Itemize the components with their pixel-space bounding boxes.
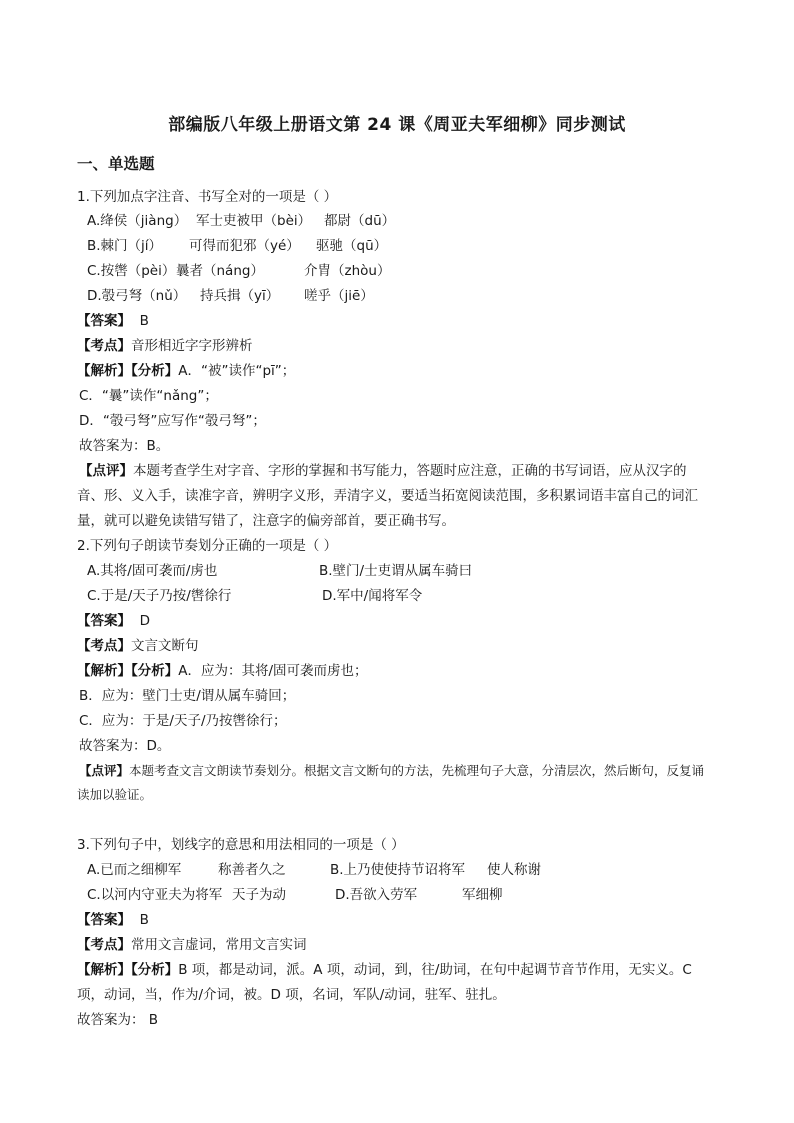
question-2-answer bbox=[77, 611, 150, 631]
comment-tag: 【点评】 bbox=[79, 463, 133, 479]
option-part: 都尉（dū） bbox=[324, 213, 396, 229]
option-c: C.于是/天子乃按/辔徐行 bbox=[87, 588, 232, 604]
comment-line: 读加以验证。 bbox=[77, 787, 153, 802]
answer-value: B bbox=[139, 912, 149, 928]
option-part: 介胄（zhòu） bbox=[304, 263, 391, 279]
analysis-line: A．应为：其将/固可袭而虏也； bbox=[178, 663, 368, 679]
question-3-point bbox=[77, 935, 307, 955]
analysis-line: D．“彀弓弩”应写作“彀弓弩”； bbox=[79, 413, 266, 429]
analysis-line: 项，动词，当，作为/介词，被。D 项，名词，军队/动词，驻军、驻扎。 bbox=[77, 987, 506, 1003]
option-b: B.壁门/士吏谓从属车骑曰 bbox=[319, 563, 473, 579]
answer-tag: 【答案】 bbox=[77, 613, 131, 629]
point-value: 文言文断句 bbox=[131, 638, 199, 654]
analysis-line: C．“曩”读作“nǎng”； bbox=[79, 388, 218, 404]
question-2-comment bbox=[79, 761, 704, 781]
option-b-part: 使人称谢 bbox=[487, 862, 541, 878]
option-c-part: C.以河内守亚夫为将军 bbox=[87, 887, 223, 903]
option-part: 军士吏被甲（bèi） bbox=[196, 213, 312, 229]
analysis-line: C．应为：于是/天子/乃按辔徐行； bbox=[79, 713, 287, 729]
answer-tag: 【答案】 bbox=[77, 313, 131, 329]
point-tag: 【考点】 bbox=[77, 638, 131, 654]
option-d-part: D.吾欲入劳军 bbox=[335, 887, 418, 903]
question-1-option-c bbox=[87, 261, 390, 281]
question-2-options-row-1 bbox=[87, 561, 472, 581]
option-d-part: 军细柳 bbox=[462, 887, 503, 903]
analysis-line: 故答案为：D。 bbox=[79, 738, 171, 754]
question-1-point bbox=[77, 336, 253, 356]
option-a-part: A.已而之细柳军 bbox=[87, 862, 182, 878]
question-1-stem: 1.下列加点字注音、书写全对的一项是（ ） bbox=[77, 189, 338, 205]
option-part: A.绛侯（jiàng） bbox=[87, 213, 188, 229]
question-1-analysis bbox=[77, 361, 295, 381]
point-value: 音形相近字字形辨析 bbox=[131, 338, 253, 354]
question-3-answer bbox=[77, 910, 149, 930]
question-2-stem: 2.下列句子朗读节奏划分正确的一项是（ ） bbox=[77, 538, 338, 554]
comment-line: 音、形、义入手，读准字音，辨明字义形，弄清字义，要适当拓宽阅读范围，多积累词语丰富自己的词汇 bbox=[77, 488, 698, 504]
question-1-option-b bbox=[87, 236, 387, 256]
comment-line: 本题考查文言文朗读节奏划分。根据文言文断句的方法，先梳理句子大意，分清层次，然后断句，反复诵 bbox=[129, 763, 705, 778]
question-1-option-a bbox=[87, 211, 395, 231]
answer-tag: 【答案】 bbox=[77, 912, 131, 928]
question-3-stem: 3.下列句子中，划线字的意思和用法相同的一项是（ ） bbox=[77, 837, 405, 853]
analysis-line: B．应为：壁门士吏/谓从属车骑回； bbox=[79, 688, 296, 704]
option-b-part: B.上乃使使持节诏将军 bbox=[330, 862, 466, 878]
analysis-tag: 【解析】【分析】 bbox=[77, 363, 179, 379]
question-2-point bbox=[77, 636, 199, 656]
option-part: 可得而犯邪（yé） bbox=[189, 238, 300, 254]
option-part: 曩者（náng） bbox=[176, 263, 264, 279]
option-part: C.按辔（pèi） bbox=[87, 263, 176, 279]
question-1-comment bbox=[79, 461, 687, 481]
question-1-option-d bbox=[87, 286, 374, 306]
option-a: A.其将/固可袭而/虏也 bbox=[87, 563, 218, 579]
option-part: 驱驰（qū） bbox=[316, 238, 388, 254]
option-d: D.军中/闻将军令 bbox=[322, 588, 423, 604]
question-3-options-row-1 bbox=[87, 860, 541, 880]
analysis-tag: 【解析】【分析】 bbox=[77, 962, 179, 978]
point-value: 常用文言虚词，常用文言实词 bbox=[131, 937, 307, 953]
option-part: 持兵揖（yī） bbox=[200, 288, 280, 304]
option-c-part: 天子为动 bbox=[232, 887, 286, 903]
comment-tag: 【点评】 bbox=[79, 763, 130, 778]
comment-line: 本题考查学生对字音、字形的掌握和书写能力，答题时应注意，正确的书写词语，应从汉字的 bbox=[133, 463, 687, 479]
answer-value: D bbox=[139, 613, 150, 629]
analysis-tag: 【解析】【分析】 bbox=[77, 663, 179, 679]
option-part: D.彀弓弩（nǔ） bbox=[87, 288, 187, 304]
question-3-options-row-2 bbox=[87, 885, 503, 905]
question-2-options-row-2 bbox=[87, 586, 422, 606]
question-3-analysis bbox=[77, 960, 692, 980]
point-tag: 【考点】 bbox=[77, 338, 131, 354]
comment-line: 量，就可以避免读错写错了，注意字的偏旁部首，要正确书写。 bbox=[77, 513, 455, 529]
question-2-analysis bbox=[77, 661, 368, 681]
page-title: 部编版八年级上册语文第 24 课《周亚夫军细柳》同步测试 bbox=[168, 115, 626, 135]
option-part: B.棘门（jí） bbox=[87, 238, 163, 254]
answer-value: B bbox=[139, 313, 149, 329]
analysis-line: A．“被”读作“pī”； bbox=[178, 363, 296, 379]
analysis-line: 故答案为：B。 bbox=[79, 438, 170, 454]
question-1-answer bbox=[77, 311, 149, 331]
option-part: 嗟乎（jiē） bbox=[304, 288, 374, 304]
section-heading: 一、单选题 bbox=[77, 155, 155, 173]
point-tag: 【考点】 bbox=[77, 937, 131, 953]
analysis-line: 故答案为： B bbox=[77, 1012, 159, 1028]
analysis-line: B 项，都是动词，派。A 项，动词，到，往/助词，在句中起调节音节作用，无实义。C bbox=[178, 962, 692, 978]
option-a-part: 称善者久之 bbox=[218, 862, 286, 878]
